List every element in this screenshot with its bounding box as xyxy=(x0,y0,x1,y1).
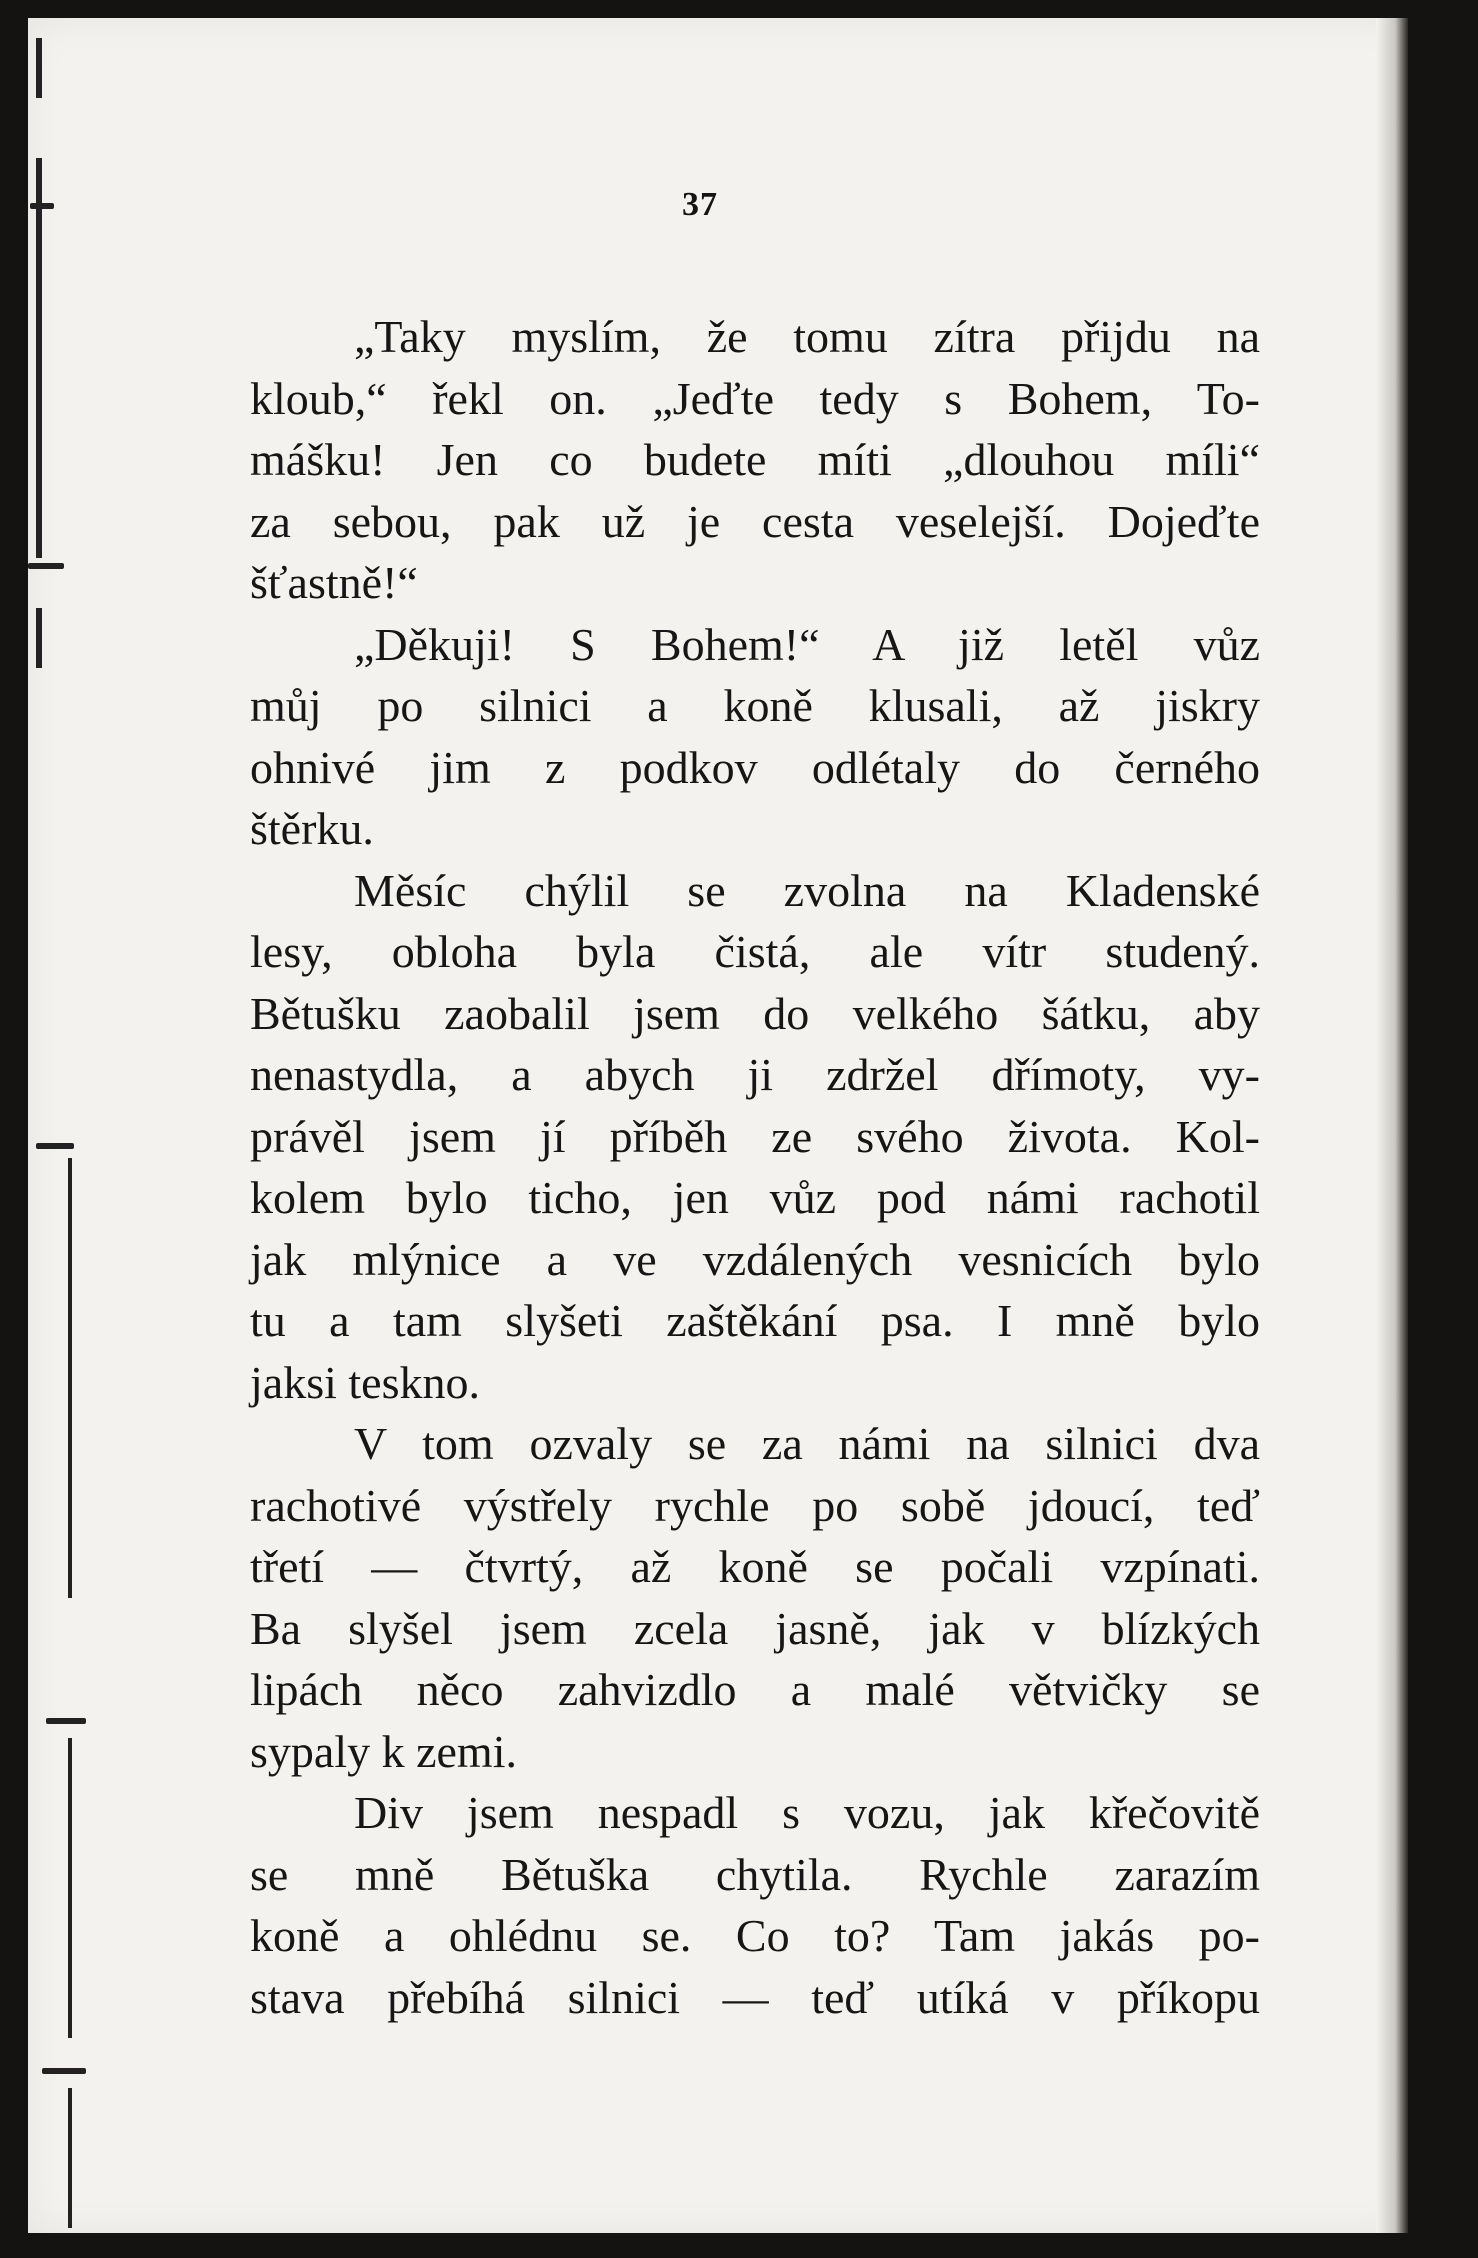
text-line: právěl jsem jí příběh ze svého života. Kol- xyxy=(250,1110,1260,1162)
binding-stitch xyxy=(68,1738,72,2038)
text-line: se mně Bětuška chytila. Rychle zarazím xyxy=(250,1848,1260,1900)
text-line: kolem bylo ticho, jen vůz pod námi rachotil xyxy=(250,1172,1260,1223)
text-line: ohnivé jim z podkov odlétaly do černého xyxy=(250,741,1260,793)
binding-tick xyxy=(28,563,64,569)
body-text xyxy=(250,306,1260,2028)
binding-stitch xyxy=(68,2088,72,2228)
page-number: 37 xyxy=(682,186,718,223)
binding-stitch xyxy=(68,1158,72,1598)
text-line: za sebou, pak už je cesta veselejší. Dojeďte xyxy=(250,495,1260,547)
text-line: třetí — čtvrtý, až koně se počali vzpínati. xyxy=(250,1541,1260,1592)
text-line: tu a tam slyšeti zaštěkání psa. I mně bylo xyxy=(250,1295,1260,1346)
binding-stitch xyxy=(36,38,42,98)
text-line: Ba slyšel jsem zcela jasně, jak v blízkých xyxy=(250,1602,1260,1654)
text-line: můj po silnici a koně klusali, až jiskry xyxy=(250,680,1260,731)
text-line: Div jsem nespadl s vozu, jak křečovitě xyxy=(354,1787,1260,1838)
text-line: sypaly k zemi. xyxy=(250,1725,517,1777)
text-line: Bětušku zaobalil jsem do velkého šátku, aby xyxy=(250,987,1260,1039)
text-line: stava přebíhá silnici — teď utíká v příkopu xyxy=(250,1971,1260,2023)
text-line: Měsíc chýlil se zvolna na Kladenské xyxy=(354,864,1260,916)
text-line: „Taky myslím, že tomu zítra přijdu na xyxy=(354,311,1260,362)
text-line: kloub,“ řekl on. „Jeďte tedy s Bohem, To- xyxy=(250,372,1260,424)
text-line: jaksi teskno. xyxy=(250,1356,480,1408)
binding-tick xyxy=(42,2068,86,2074)
text-line: „Děkuji! S Bohem!“ A již letěl vůz xyxy=(354,618,1260,670)
binding-stitch xyxy=(36,608,42,668)
text-line: koně a ohlédnu se. Co to? Tam jakás po- xyxy=(250,1910,1260,1961)
text-line: štěrku. xyxy=(250,803,374,854)
text-line: V tom ozvaly se za námi na silnici dva xyxy=(354,1418,1260,1469)
book-page xyxy=(28,18,1408,2233)
text-line: nenastydla, a abych ji zdržel dřímoty, vy- xyxy=(250,1049,1260,1100)
text-line: lesy, obloha byla čistá, ale vítr studený. xyxy=(250,926,1260,977)
binding-stitch xyxy=(36,298,42,558)
text-line: šťastně!“ xyxy=(250,557,418,608)
text-line: jak mlýnice a ve vzdálených vesnicích bylo xyxy=(250,1233,1260,1285)
page-right-edge xyxy=(1376,18,1408,2233)
text-line: rachotivé výstřely rychle po sobě jdoucí, teď xyxy=(250,1479,1260,1531)
binding-tick xyxy=(46,1718,86,1724)
text-line: lipách něco zahvizdlo a malé větvičky se xyxy=(250,1664,1260,1715)
page-binding-marks xyxy=(28,18,128,2233)
binding-stitch xyxy=(36,158,42,318)
text-line: mášku! Jen co budete míti „dlouhou míli“ xyxy=(250,434,1260,485)
binding-tick xyxy=(36,1143,74,1149)
